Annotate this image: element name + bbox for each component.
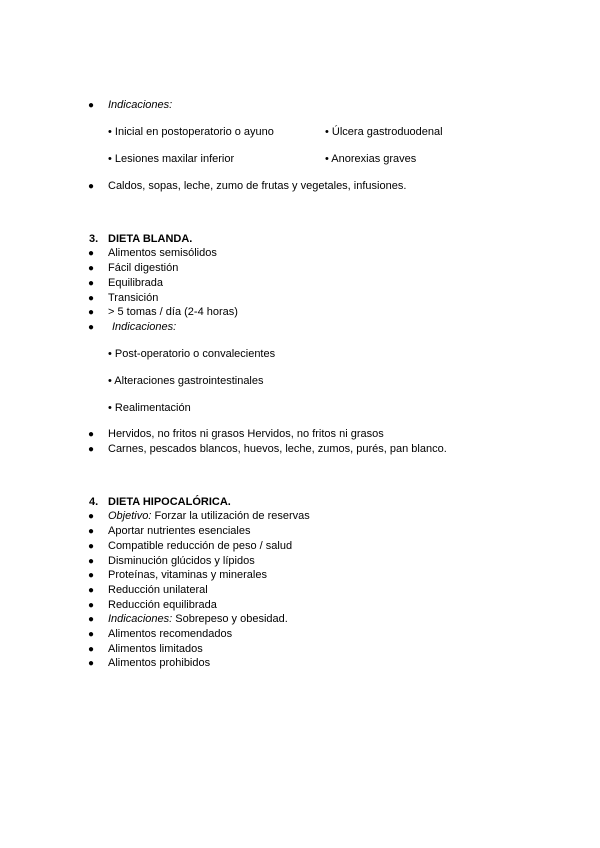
- indicaciones-label: Indicaciones:: [108, 99, 173, 111]
- bullet: ●: [88, 541, 95, 552]
- bullet: ●: [88, 585, 95, 596]
- bullet: ●: [88, 278, 95, 289]
- bullet: ●: [88, 293, 95, 304]
- indicaciones-label: Indicaciones:: [112, 321, 177, 333]
- bullet: ●: [88, 658, 95, 669]
- sub-item: • Inicial en postoperatorio o ayuno: [108, 126, 274, 138]
- bullet: ●: [88, 429, 95, 440]
- list-item-text: Fácil digestión: [108, 262, 179, 274]
- list-item-text: Disminución glúcidos y lípidos: [108, 555, 255, 567]
- bullet: ●: [88, 322, 95, 333]
- bullet: ●: [88, 556, 95, 567]
- list-item-text: Alimentos prohibidos: [108, 657, 211, 669]
- objetivo-label: Objetivo:: [108, 510, 152, 522]
- section-title: DIETA BLANDA.: [108, 233, 193, 245]
- bullet: ●: [88, 526, 95, 537]
- sub-item: • Anorexias graves: [325, 153, 417, 165]
- list-item-text: Reducción equilibrada: [108, 599, 217, 611]
- sub-item: • Post-operatorio o convalecientes: [108, 348, 276, 360]
- section-number: 4.: [89, 496, 99, 508]
- indicaciones-text: Sobrepeso y obesidad.: [172, 613, 288, 625]
- list-item-text: Alimentos semisólidos: [108, 247, 217, 259]
- bullet: ●: [88, 263, 95, 274]
- sub-item: • Realimentación: [108, 402, 191, 414]
- list-item-text: Transición: [108, 292, 159, 304]
- bullet: ●: [88, 444, 95, 455]
- list-item-text: > 5 tomas / día (2-4 horas): [108, 306, 238, 318]
- list-item-text: Reducción unilateral: [108, 584, 208, 596]
- list-item-text: Carnes, pescados blancos, huevos, leche, zumos, purés, pan blanco.: [108, 443, 447, 455]
- bullet: ●: [88, 511, 95, 522]
- list-item-text: Compatible reducción de peso / salud: [108, 540, 293, 552]
- objetivo-text: Forzar la utilización de reservas: [151, 510, 310, 522]
- bullet: ●: [88, 614, 95, 625]
- sub-item: • Lesiones maxilar inferior: [108, 153, 235, 165]
- list-item-text: Hervidos, no fritos ni grasos Hervidos, no fritos ni grasos: [108, 428, 384, 440]
- sub-item: • Úlcera gastroduodenal: [325, 126, 443, 138]
- bullet: ●: [88, 629, 95, 640]
- list-item-text: Aportar nutrientes esenciales: [108, 525, 251, 537]
- bullet: ●: [88, 100, 95, 111]
- list-item-text: Caldos, sopas, leche, zumo de frutas y vegetales, infusiones.: [108, 180, 407, 192]
- list-item-text: Alimentos limitados: [108, 643, 203, 655]
- bullet: ●: [88, 644, 95, 655]
- bullet: ●: [88, 570, 95, 581]
- list-item-text: [108, 613, 288, 626]
- list-item-text: Proteínas, vitaminas y minerales: [108, 569, 267, 581]
- list-item-text: Equilibrada: [108, 277, 164, 289]
- indicaciones-label: Indicaciones:: [108, 613, 173, 625]
- section-title: DIETA HIPOCALÓRICA.: [108, 496, 231, 508]
- section-number: 3.: [89, 233, 99, 245]
- bullet: ●: [88, 600, 95, 611]
- bullet: ●: [88, 307, 95, 318]
- list-item-text: Alimentos recomendados: [108, 628, 233, 640]
- list-item-text: [108, 510, 310, 523]
- bullet: ●: [88, 248, 95, 259]
- bullet: ●: [88, 181, 95, 192]
- sub-item: • Alteraciones gastrointestinales: [108, 375, 264, 387]
